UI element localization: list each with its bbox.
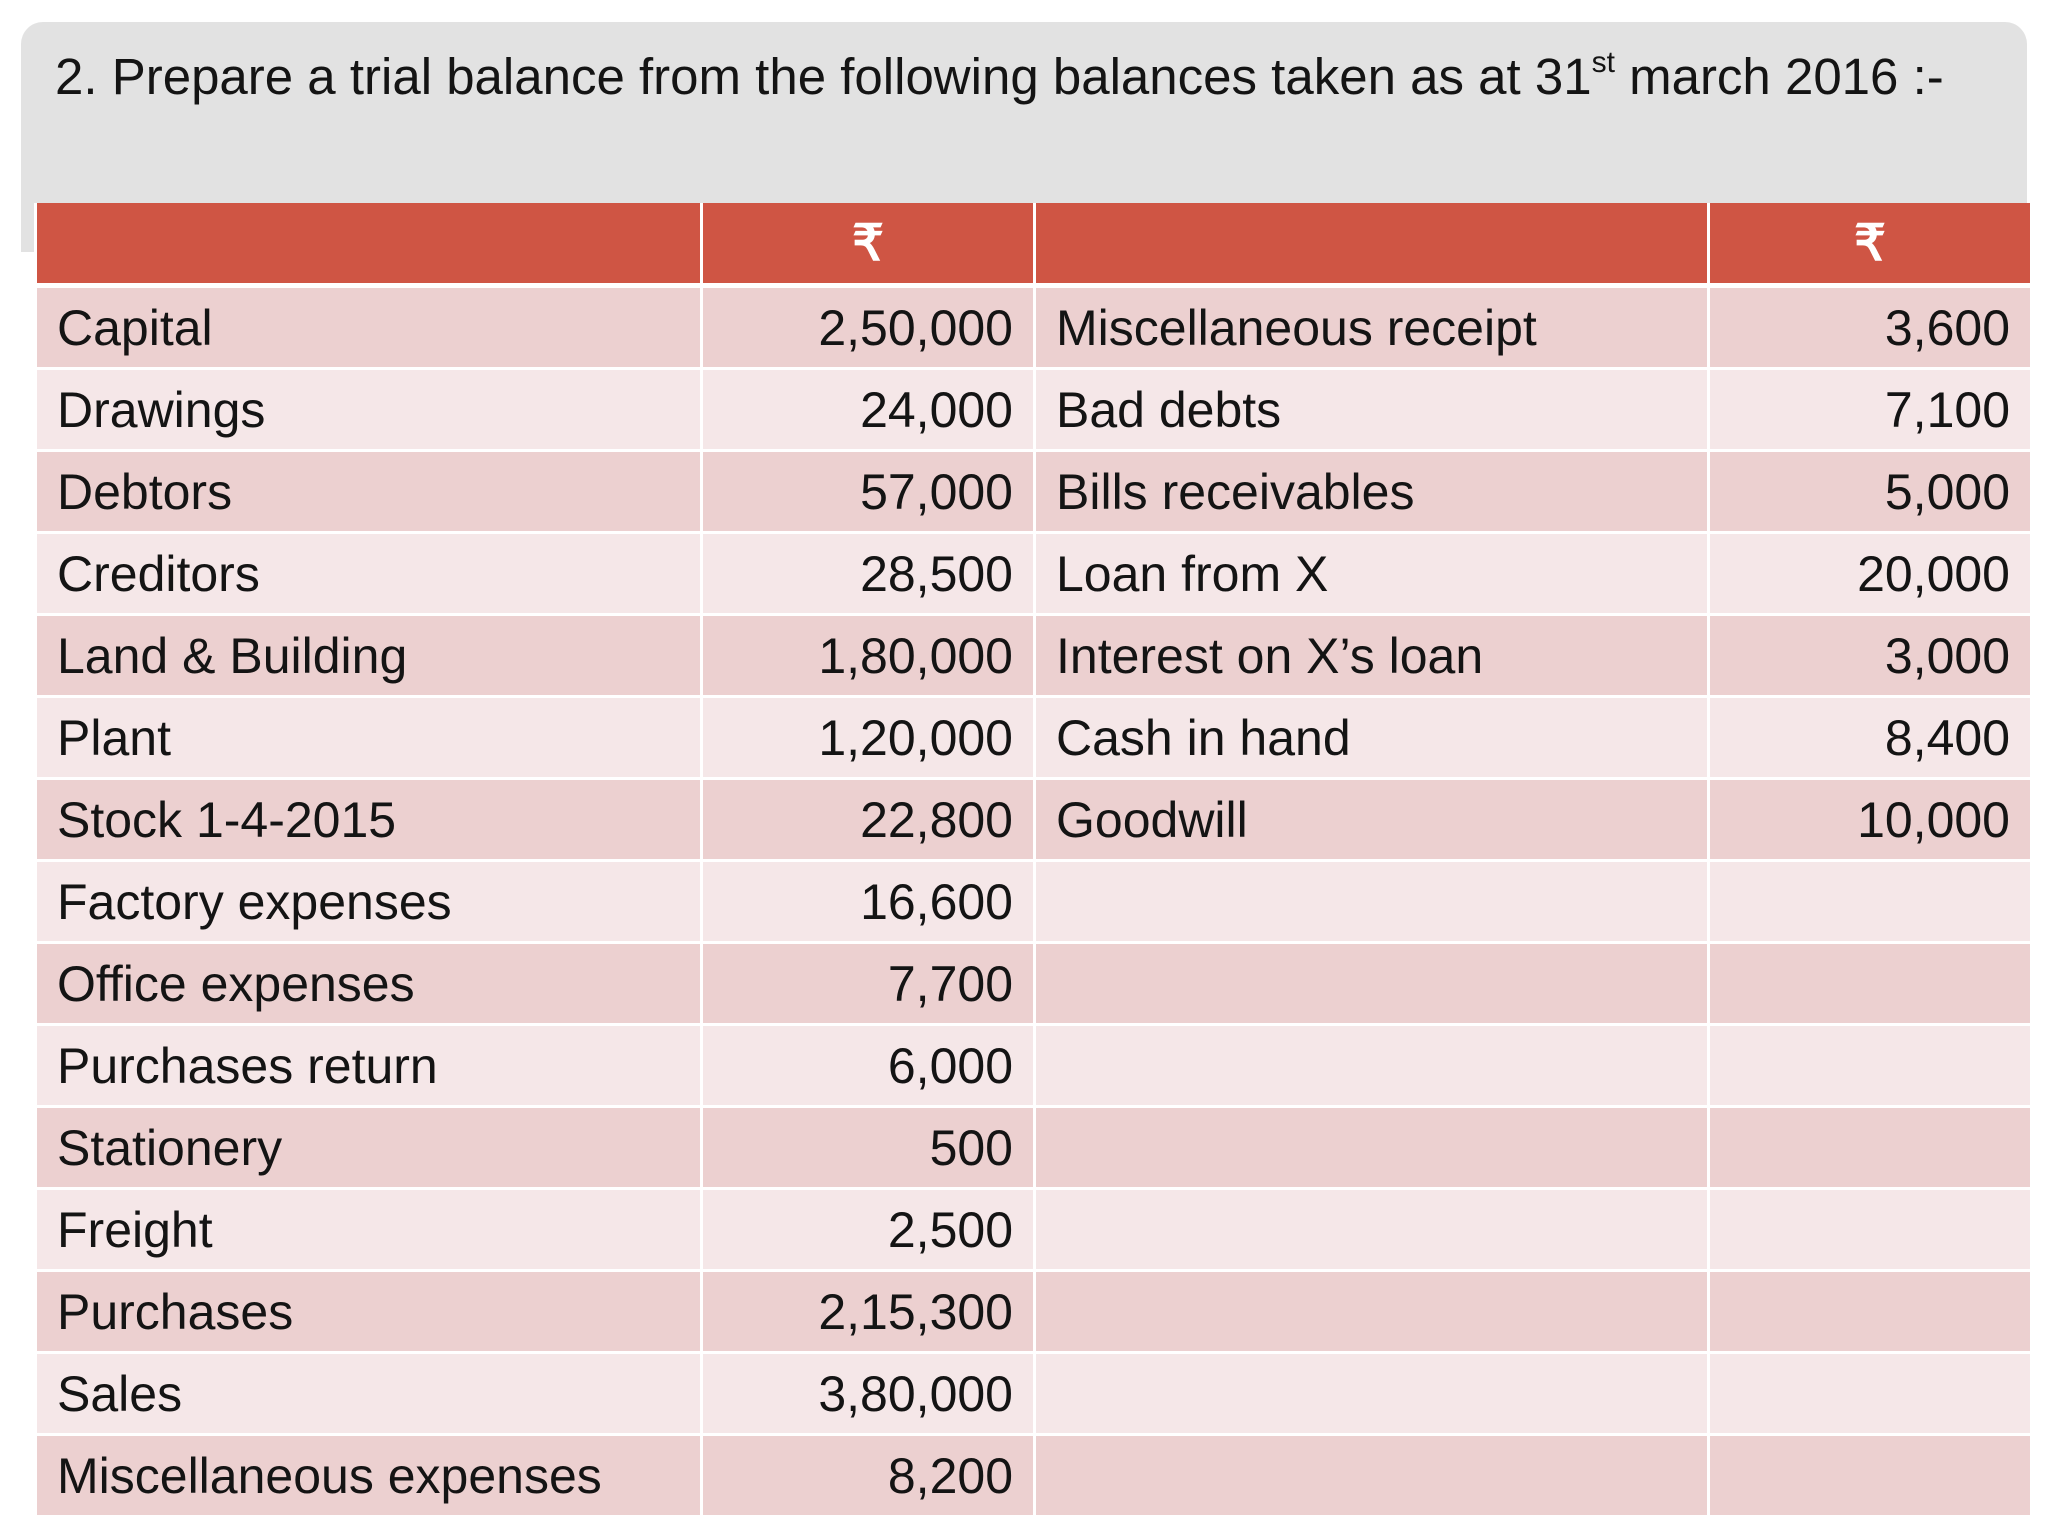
header-cell-particulars-right [1035,203,1709,286]
account-left-cell: Sales [36,1353,702,1435]
amount-left-cell: 28,500 [702,533,1035,615]
title-rest: march 2016 :- [1614,48,1944,105]
account-right-cell: Cash in hand [1035,697,1709,779]
amount-left-cell: 2,15,300 [702,1271,1035,1353]
account-right-cell: Miscellaneous receipt [1035,286,1709,369]
account-right-cell: Loan from X [1035,533,1709,615]
amount-right-cell [1709,1189,2032,1271]
header-row [36,203,2032,286]
account-left-cell: Factory expenses [36,861,702,943]
account-left-cell: Drawings [36,369,702,451]
table-body [36,286,2032,1517]
amount-right-cell: 7,100 [1709,369,2032,451]
table-row [36,1189,2032,1271]
header-cell-rupee-right: ₹ [1709,203,2032,286]
amount-left-cell: 24,000 [702,369,1035,451]
account-right-cell [1035,861,1709,943]
amount-right-cell [1709,1107,2032,1189]
table-row [36,286,2032,369]
account-left-cell: Land & Building [36,615,702,697]
table-row [36,451,2032,533]
amount-left-cell: 6,000 [702,1025,1035,1107]
trial-balance-table [34,203,2033,1518]
amount-left-cell: 500 [702,1107,1035,1189]
amount-right-cell: 5,000 [1709,451,2032,533]
table-row [36,943,2032,1025]
account-left-cell: Miscellaneous expenses [36,1435,702,1517]
account-right-cell: Bad debts [1035,369,1709,451]
account-left-cell: Capital [36,286,702,369]
amount-right-cell: 3,600 [1709,286,2032,369]
table-row [36,615,2032,697]
amount-right-cell [1709,1353,2032,1435]
header-cell-rupee-left: ₹ [702,203,1035,286]
amount-left-cell: 2,500 [702,1189,1035,1271]
table-row [36,861,2032,943]
account-right-cell: Goodwill [1035,779,1709,861]
title-prefix: 2. Prepare a trial balance from the following balances taken as at 31 [55,48,1592,105]
amount-right-cell [1709,1435,2032,1517]
account-left-cell: Stock 1-4-2015 [36,779,702,861]
table-row [36,779,2032,861]
amount-left-cell: 7,700 [702,943,1035,1025]
account-left-cell: Debtors [36,451,702,533]
amount-left-cell: 1,20,000 [702,697,1035,779]
amount-left-cell: 57,000 [702,451,1035,533]
table-row [36,1025,2032,1107]
slide-title [55,42,1944,112]
table-row [36,369,2032,451]
table-row [36,1271,2032,1353]
account-right-cell [1035,943,1709,1025]
account-left-cell: Creditors [36,533,702,615]
account-right-cell [1035,1435,1709,1517]
amount-left-cell: 22,800 [702,779,1035,861]
account-left-cell: Stationery [36,1107,702,1189]
amount-right-cell [1709,1025,2032,1107]
amount-left-cell: 3,80,000 [702,1353,1035,1435]
amount-right-cell [1709,861,2032,943]
amount-right-cell: 3,000 [1709,615,2032,697]
account-left-cell: Freight [36,1189,702,1271]
table-row [36,1435,2032,1517]
account-left-cell: Plant [36,697,702,779]
account-right-cell [1035,1271,1709,1353]
amount-left-cell: 2,50,000 [702,286,1035,369]
account-right-cell [1035,1025,1709,1107]
header-cell-particulars-left [36,203,702,286]
amount-right-cell [1709,1271,2032,1353]
table-row [36,1353,2032,1435]
amount-right-cell: 8,400 [1709,697,2032,779]
table-row [36,533,2032,615]
account-right-cell [1035,1189,1709,1271]
amount-right-cell: 20,000 [1709,533,2032,615]
title-ordinal-suffix: st [1591,46,1615,79]
account-left-cell: Purchases [36,1271,702,1353]
amount-right-cell: 10,000 [1709,779,2032,861]
amount-right-cell [1709,943,2032,1025]
amount-left-cell: 1,80,000 [702,615,1035,697]
amount-left-cell: 8,200 [702,1435,1035,1517]
account-left-cell: Office expenses [36,943,702,1025]
table-row [36,1107,2032,1189]
account-right-cell: Interest on X’s loan [1035,615,1709,697]
table-row [36,697,2032,779]
account-left-cell: Purchases return [36,1025,702,1107]
account-right-cell: Bills receivables [1035,451,1709,533]
amount-left-cell: 16,600 [702,861,1035,943]
account-right-cell [1035,1107,1709,1189]
account-right-cell [1035,1353,1709,1435]
